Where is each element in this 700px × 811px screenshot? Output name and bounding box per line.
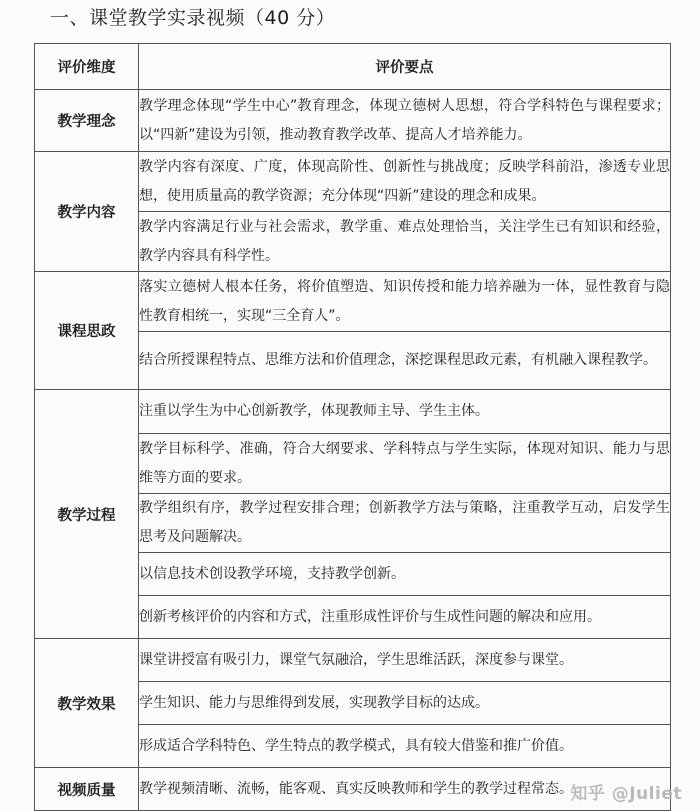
point-cell: 创新考核评价的内容和方式，注重形成性评价与生成性问题的解决和应用。: [139, 596, 671, 639]
header-dimension: 评价维度: [35, 44, 139, 90]
evaluation-table: [34, 43, 671, 811]
dimension-cell-teaching-effect: 教学效果: [35, 639, 139, 768]
dimension-cell-video-quality: 视频质量: [35, 768, 139, 811]
point-cell: 落实立德树人根本任务，将价值塑造、知识传授和能力培养融为一体，显性教育与隐性教育相统一，实现“三全育人”。: [139, 272, 671, 332]
table-row: [35, 390, 671, 434]
point-cell: 教学视频清晰、流畅，能客观、真实反映教师和学生的教学过程常态。: [139, 768, 671, 811]
table-row: [35, 272, 671, 332]
dimension-cell-teaching-process: 教学过程: [35, 390, 139, 639]
point-cell: 教学内容满足行业与社会需求，教学重、难点处理恰当，关注学生已有知识和经验，教学内容具有科学性。: [139, 212, 671, 272]
section-title: 一、课堂教学实录视频（40 分）: [50, 7, 336, 29]
table-row: [35, 90, 671, 152]
point-cell: 学生知识、能力与思维得到发展，实现教学目标的达成。: [139, 682, 671, 725]
point-cell: 形成适合学科特色、学生特点的教学模式，具有较大借鉴和推广价值。: [139, 725, 671, 768]
header-points: 评价要点: [139, 44, 671, 90]
table-header-row: [35, 44, 671, 90]
point-cell: 教学理念体现“学生中心”教育理念，体现立德树人思想，符合学科特色与课程要求；以“四新”建设为引领，推动教育教学改革、提高人才培养能力。: [139, 90, 671, 152]
dimension-cell-curriculum-ideology: 课程思政: [35, 272, 139, 390]
point-cell: 教学组织有序，教学过程安排合理；创新教学方法与策略，注重教学互动，启发学生思考及问题解决。: [139, 494, 671, 553]
point-cell: 教学目标科学、准确，符合大纲要求、学科特点与学生实际，体现对知识、能力与思维等方面的要求。: [139, 434, 671, 494]
point-cell: 教学内容有深度、广度，体现高阶性、创新性与挑战度；反映学科前沿，渗透专业思想，使用质量高的教学资源；充分体现“四新”建设的理念和成果。: [139, 152, 671, 212]
point-cell: 结合所授课程特点、思维方法和价值理念，深挖课程思政元素，有机融入课程教学。: [139, 332, 671, 390]
point-cell: 注重以学生为中心创新教学，体现教师主导、学生主体。: [139, 390, 671, 434]
dimension-cell-teaching-content: 教学内容: [35, 152, 139, 272]
table-row: [35, 152, 671, 212]
watermark: 知乎 @Juliet: [570, 784, 682, 804]
point-cell: 以信息技术创设教学环境，支持教学创新。: [139, 553, 671, 596]
table-row: [35, 639, 671, 682]
point-cell: 课堂讲授富有吸引力，课堂气氛融洽，学生思维活跃，深度参与课堂。: [139, 639, 671, 682]
dimension-cell-teaching-philosophy: 教学理念: [35, 90, 139, 152]
